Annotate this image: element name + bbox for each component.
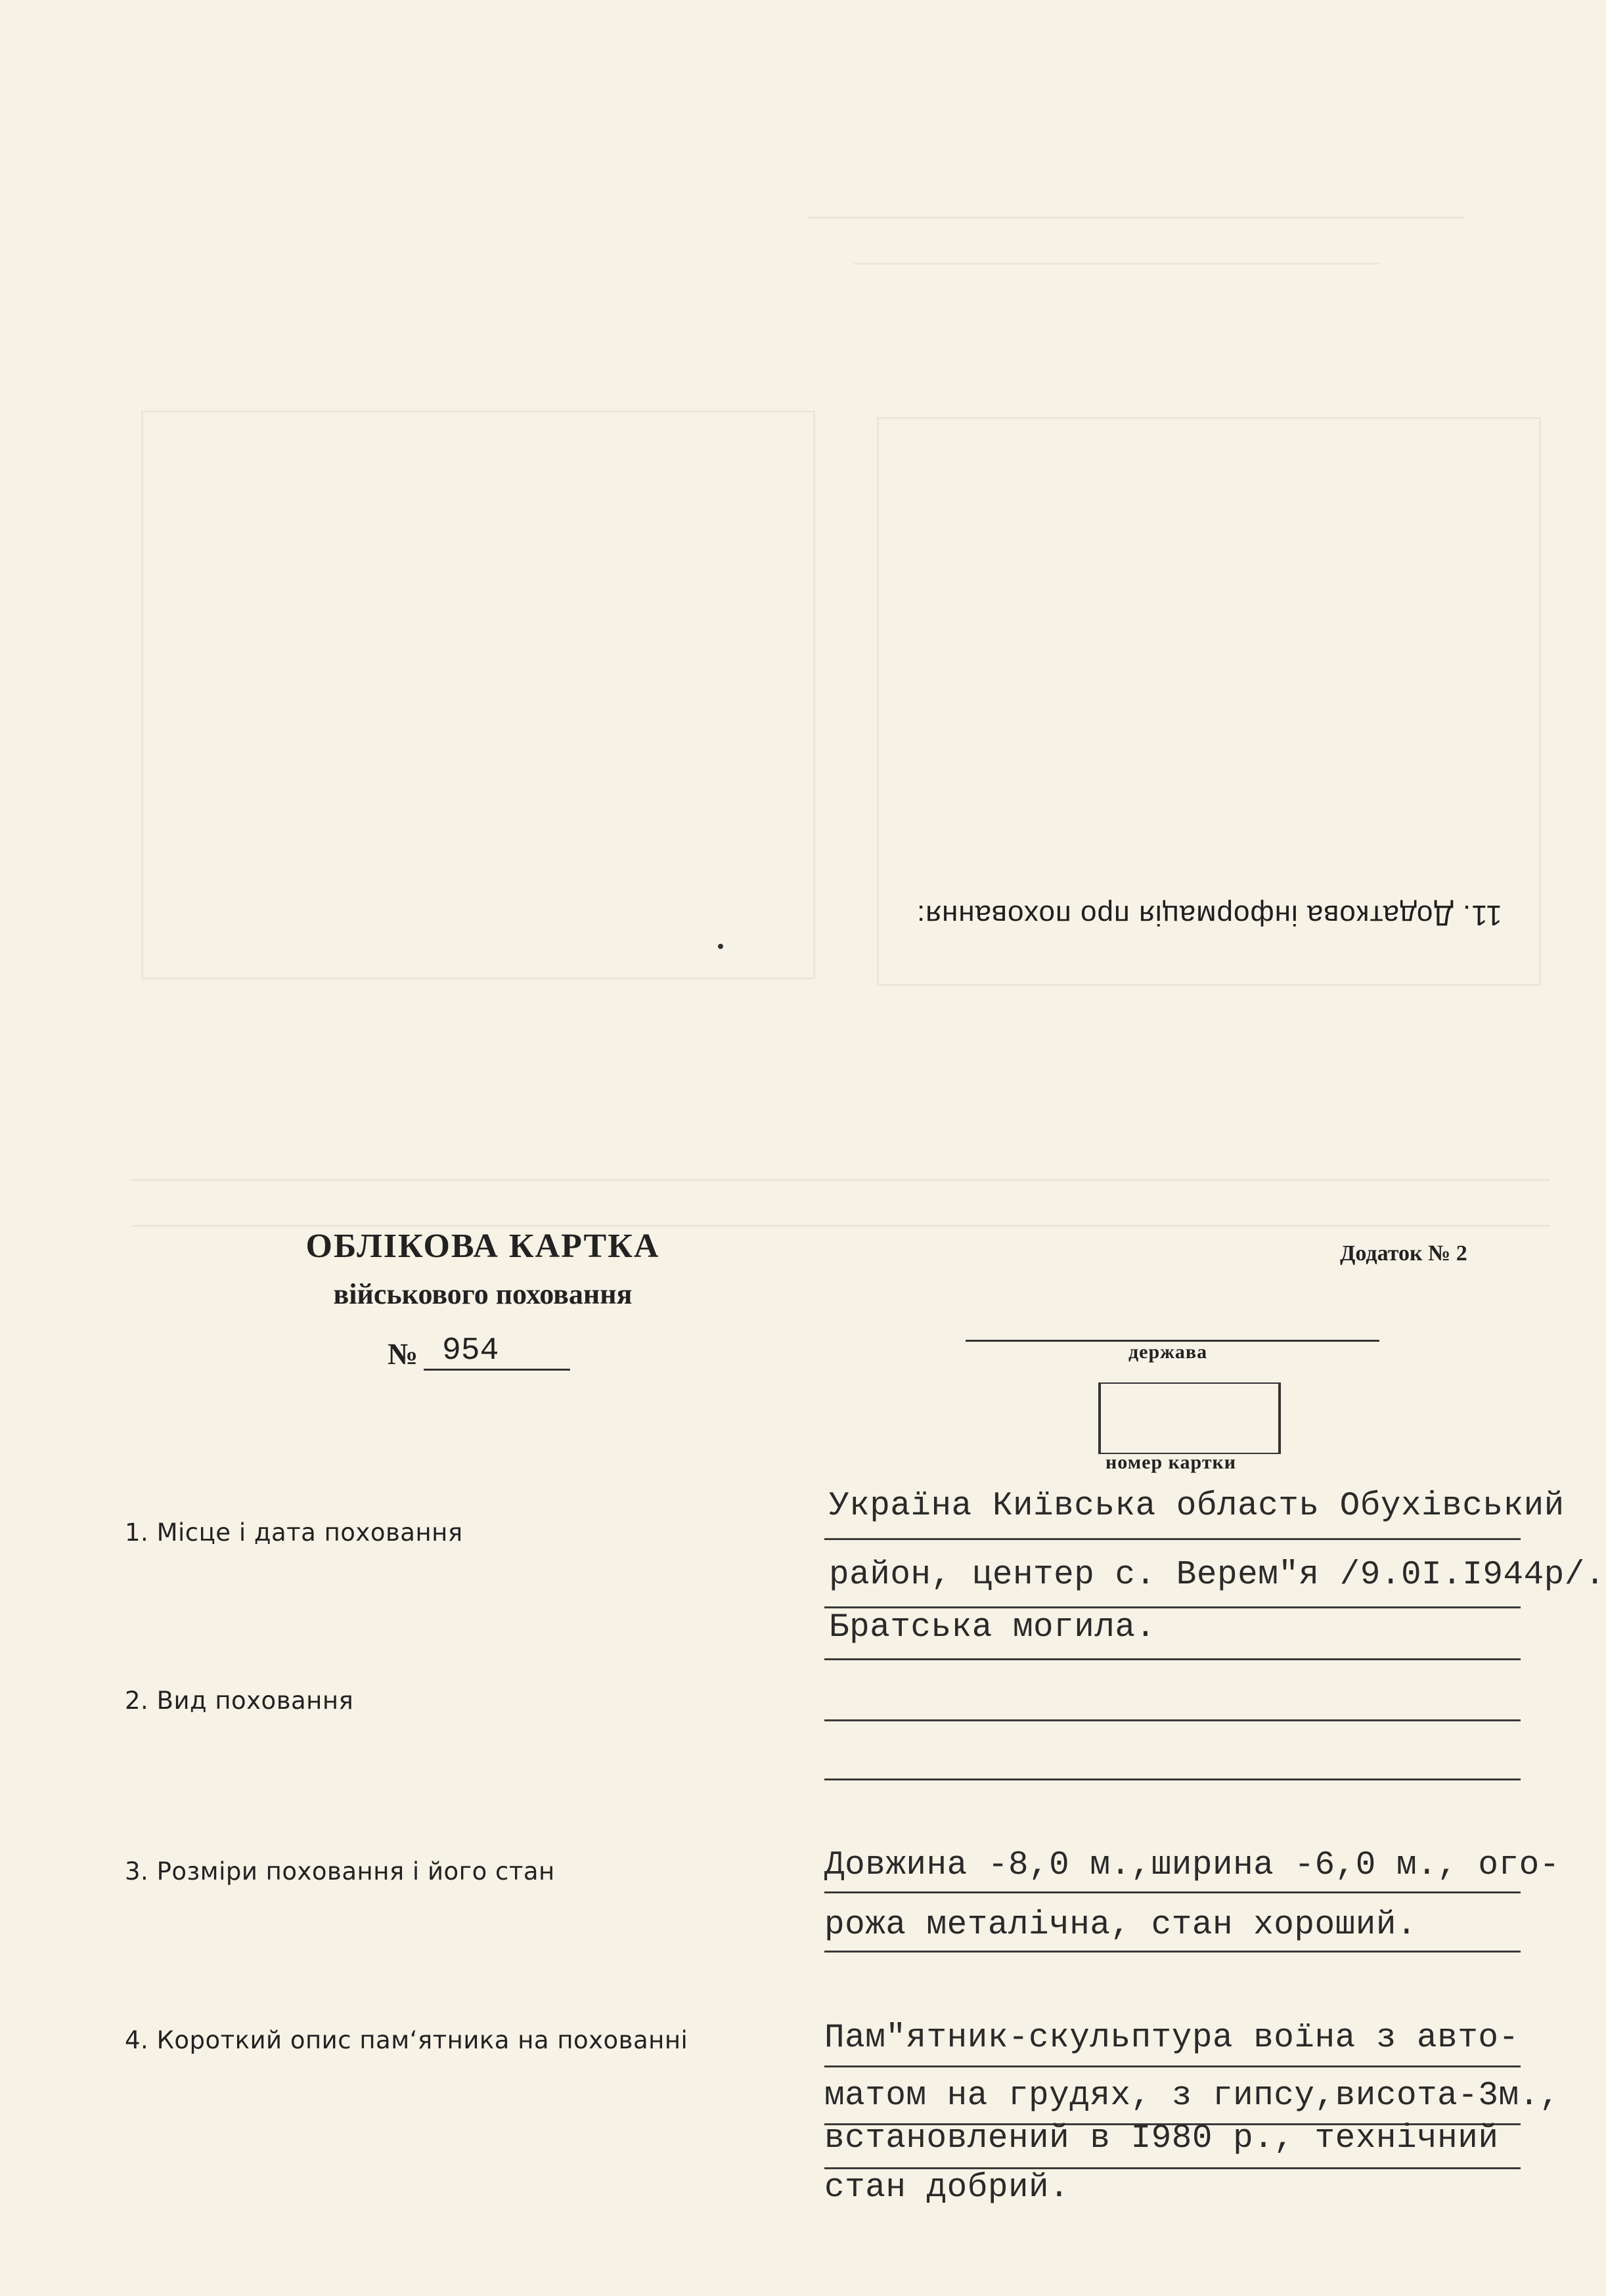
field-burial-place-date-line-2: район, центер с. Верем"я /9.0I.I944р/. bbox=[829, 1556, 1605, 1594]
field-burial-size-condition-line-2: рожа металічна, стан хороший. bbox=[824, 1907, 1417, 1944]
answer-rule bbox=[824, 1951, 1521, 1953]
show-through-line bbox=[854, 263, 1379, 265]
field-burial-type-label: 2. Вид поховання bbox=[125, 1687, 354, 1715]
card-title: ОБЛІКОВА КАРТКА bbox=[305, 1227, 660, 1265]
card-number-value: 954 bbox=[424, 1333, 570, 1371]
show-through-frame-left bbox=[141, 410, 815, 979]
field-monument-description-line-3: встановлений в I980 р., технічний bbox=[824, 2120, 1499, 2157]
field-burial-size-condition-label: 3. Розміри поховання і його стан bbox=[125, 1857, 555, 1886]
state-caption: держава bbox=[1128, 1341, 1208, 1363]
reverse-field-label: 11. Додаткова інформація про поховання: bbox=[916, 899, 1502, 931]
field-burial-place-date-line-1: Україна Київська область Обухівський bbox=[829, 1488, 1565, 1525]
answer-rule bbox=[824, 1719, 1521, 1721]
card-number-sign: № bbox=[388, 1337, 418, 1371]
answer-rule bbox=[824, 1606, 1521, 1608]
answer-rule bbox=[824, 2065, 1521, 2067]
show-through-line bbox=[808, 217, 1465, 219]
answer-rule bbox=[824, 1538, 1521, 1540]
field-monument-description-line-4: стан добрий. bbox=[824, 2169, 1070, 2207]
card-subtitle: військового поховання bbox=[333, 1278, 633, 1310]
field-burial-size-condition-line-1: Довжина -8,0 м.,ширина -6,0 м., ого- bbox=[824, 1847, 1560, 1884]
card-number-caption: номер картки bbox=[1105, 1451, 1237, 1473]
show-through-line bbox=[131, 1179, 1550, 1181]
field-burial-place-date-line-3: Братська могила. bbox=[829, 1609, 1156, 1646]
answer-rule bbox=[824, 1778, 1521, 1780]
field-monument-description-line-2: матом на грудях, з гипсу,висота-3м., bbox=[824, 2077, 1560, 2115]
field-monument-description-label: 4. Короткий опис пам‘ятника на похованні bbox=[125, 2026, 688, 2054]
card-number-box bbox=[1098, 1382, 1281, 1454]
answer-rule bbox=[824, 1891, 1521, 1893]
field-monument-description-line-1: Пам"ятник-скульптура воїна з авто- bbox=[824, 2020, 1519, 2057]
answer-rule bbox=[824, 1658, 1521, 1660]
appendix-label: Додаток № 2 bbox=[1340, 1241, 1467, 1266]
field-burial-place-date-label: 1. Місце і дата поховання bbox=[125, 1518, 463, 1547]
ink-dot bbox=[718, 944, 723, 949]
